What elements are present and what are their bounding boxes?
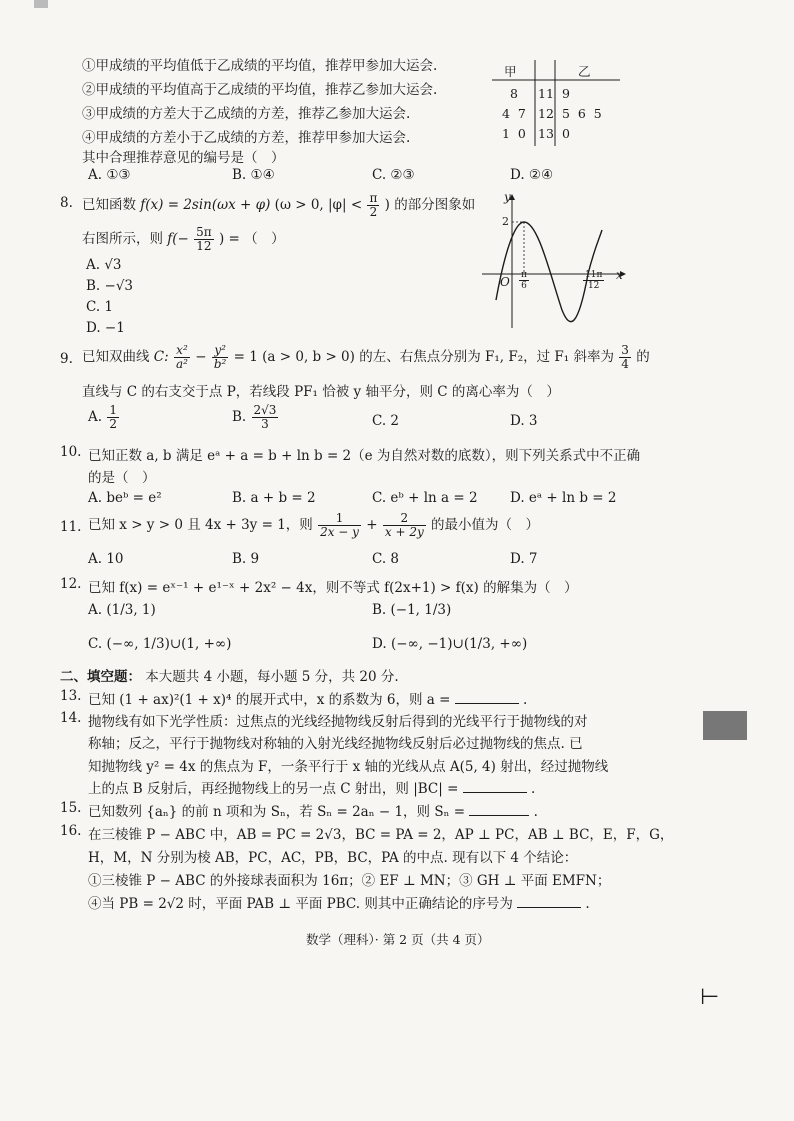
q11-choice-d: D. 7 — [510, 551, 538, 567]
stem-leaf-row1-right: 9 — [562, 86, 570, 101]
q10-choice-d: D. eᵃ + ln b = 2 — [510, 490, 617, 506]
q15-number: 15. — [60, 800, 82, 816]
q8-choice-b: B. −√3 — [86, 278, 134, 294]
q8-cond-fraction — [367, 192, 379, 219]
q8-line2-f: f(− — [167, 231, 189, 247]
q7-statement-2: ②甲成绩的平均值高于乙成绩的平均值，推荐乙参加大运会. — [82, 82, 438, 98]
q9-line1-a: 已知双曲线 — [82, 349, 150, 365]
q11-frac1 — [318, 512, 361, 539]
q16-answer-blank[interactable] — [517, 895, 581, 908]
q8-cond-num: π — [369, 191, 378, 205]
q8-graph-x-tick1-den: 6 — [521, 281, 527, 291]
q8-graph-x-label: x — [616, 268, 623, 282]
q10-line2: 的是（ ） — [88, 470, 156, 486]
q9-minus: − — [195, 349, 207, 365]
stem-leaf-row2-stem: 12 — [538, 106, 554, 121]
q9-choice-a-label: A. — [88, 409, 103, 425]
q12-choice-b-label: B. — [372, 602, 387, 618]
q11-choice-c: C. 8 — [372, 551, 400, 567]
q9-curve: C: — [153, 349, 169, 365]
q7-statement-1: ①甲成绩的平均值低于乙成绩的平均值，推荐甲参加大运会. — [82, 58, 438, 74]
q11-plus: + — [366, 517, 378, 533]
stem-leaf-row3-stem: 13 — [538, 126, 554, 141]
q8-function: f(x) = 2sin(ωx + φ) — [140, 197, 271, 213]
q8-graph-x-tick2 — [582, 270, 605, 291]
q10-line1: 已知正数 a, b 满足 eᵃ + a = b + ln b = 2（e 为自然对数的底数），则下列关系式中不正确 — [88, 448, 641, 464]
q16-number: 16. — [60, 823, 82, 839]
corner-bracket-icon: ⊢ — [700, 985, 720, 1010]
q8-line2-fraction — [194, 226, 214, 253]
q7-statement-4: ④甲成绩的方差小于乙成绩的方差，推荐甲参加大运会. — [82, 130, 411, 146]
q12-choice-d-body: (−∞, −1)∪(1/3, +∞) — [390, 636, 528, 652]
q8-sine-graph — [478, 190, 628, 330]
stem-leaf-plot — [492, 60, 622, 146]
q11-text-b: 的最小值为（ ） — [431, 517, 540, 533]
stem-leaf-row2-right: 5 6 5 — [562, 106, 602, 121]
scan-corner-mark — [34, 0, 48, 8]
q13-end: . — [523, 692, 528, 708]
q7-statement-3: ③甲成绩的方差大于乙成绩的方差，推荐乙参加大运会. — [82, 106, 411, 122]
q9-number: 9. — [60, 351, 73, 367]
q9-frac2-den: b² — [213, 357, 227, 371]
q11-choice-b: B. 9 — [232, 551, 260, 567]
q9-choice-b-label: B. — [232, 409, 247, 425]
stem-leaf-row2-left: 4 7 — [502, 106, 526, 121]
q9-line1-b: = 1 (a > 0, b > 0) 的左、右焦点分别为 F₁, F₂，过 F₁ 斜率为 — [233, 349, 614, 365]
q9-slope-den: 4 — [621, 357, 629, 371]
q9-line1 — [82, 344, 650, 371]
q11-line1 — [88, 512, 539, 539]
q8-line2-den: 12 — [196, 239, 212, 253]
q12-line1: 已知 f(x) = eˣ⁻¹ + e¹⁻ˣ + 2x² − 4x，则不等式 f(2x+1) > f(x) 的解集为（ ） — [88, 580, 578, 596]
q12-choice-a — [88, 602, 156, 618]
q14-number: 14. — [60, 710, 82, 726]
q16-line2: H，M，N 分别为棱 AB，PC，AC，PB，BC，PA 的中点. 现有以下 4 个结论： — [88, 850, 578, 866]
q8-choice-a: A. √3 — [86, 257, 122, 273]
q12-choice-d-label: D. — [372, 636, 387, 652]
q7-choice-a: A. ①③ — [88, 167, 131, 183]
q12-choice-a-body: (1/3, 1) — [106, 602, 156, 618]
q14-line4 — [88, 777, 535, 797]
q13-number: 13. — [60, 688, 82, 704]
q10-choice-c: C. eᵇ + ln a = 2 — [372, 490, 478, 506]
q9-slope — [619, 344, 631, 371]
q8-graph-x-tick1-frac — [519, 270, 529, 291]
q12-number: 12. — [60, 576, 82, 592]
q10-choice-b: B. a + b = 2 — [232, 490, 316, 506]
q13-line — [88, 688, 527, 708]
q9-line1-c: 的 — [636, 349, 650, 365]
q8-cond-a: (ω > 0, |φ| < — [274, 197, 363, 213]
q9-choice-b-den: 3 — [261, 417, 269, 431]
q8-number: 8. — [60, 195, 73, 211]
q11-frac2-num: 2 — [383, 512, 426, 526]
q11-choice-a: A. 10 — [88, 551, 124, 567]
q9-choice-b — [232, 404, 279, 431]
q8-line2-a: 右图所示，则 — [82, 231, 163, 247]
stem-leaf-row3-right: 0 — [562, 126, 570, 141]
q8-text-a: 已知函数 — [82, 197, 136, 213]
section2-title: 二、填空题： — [60, 669, 141, 685]
q9-frac2 — [212, 344, 229, 371]
q14-line1: 抛物线有如下光学性质：过焦点的光线经抛物线反射后得到的光线平行于抛物线的对 — [88, 714, 588, 730]
q11-frac1-den: 2x − y — [320, 525, 359, 539]
scan-gray-tab — [703, 711, 747, 740]
q8-line2-b: ) = （ ） — [219, 231, 285, 247]
q12-choice-b — [372, 602, 451, 618]
stem-leaf-header-right: 乙 — [578, 64, 591, 79]
q8-cond-den: 2 — [369, 205, 378, 219]
q7-prompt: 其中合理推荐意见的编号是（ ） — [82, 150, 285, 166]
q16-line4 — [88, 892, 590, 912]
q8-graph-x-tick1-num: π — [521, 270, 527, 280]
stem-leaf-row1-stem: 11 — [538, 86, 554, 101]
q9-choice-a — [88, 404, 120, 431]
stem-leaf-row1-left: 8 — [510, 86, 518, 101]
q15-answer-blank[interactable] — [469, 803, 529, 816]
q12-choice-c-body: (−∞, 1/3)∪(1, +∞) — [106, 636, 232, 652]
q14-line3: 知抛物线 y² = 4x 的焦点为 F，一条平行于 x 轴的光线从点 A(5, 4) 射出，经过抛物线 — [88, 759, 609, 775]
stem-leaf-header-left: 甲 — [504, 64, 517, 79]
q16-line3: ①三棱锥 P − ABC 的外接球表面积为 16π；② EF ⊥ MN；③ GH ⊥ 平面 EMFN； — [88, 873, 611, 889]
q8-graph-origin: O — [500, 275, 510, 289]
q16-line1: 在三棱锥 P − ABC 中，AB = PC = 2√3，BC = PA = 2，AP ⊥ PC，AB ⊥ BC，E，F，G， — [88, 827, 674, 843]
q11-number: 11. — [60, 519, 82, 535]
q8-graph-y-tick: 2 — [502, 215, 509, 228]
section2-desc: 本大题共 4 小题，每小题 5 分，共 20 分. — [145, 669, 399, 685]
q9-frac1 — [174, 344, 190, 371]
q9-choice-a-num: 1 — [109, 403, 117, 417]
q8-line2 — [82, 226, 285, 253]
q9-choice-d: D. 3 — [510, 413, 538, 429]
q15-text: 已知数列 {aₙ} 的前 n 项和为 Sₙ，若 Sₙ = 2aₙ − 1，则 Sₙ = — [88, 804, 466, 820]
q8-graph-x-tick2-frac — [583, 270, 604, 291]
q9-slope-num: 3 — [621, 343, 629, 357]
q7-choice-d: D. ②④ — [510, 167, 554, 183]
q14-line2: 称轴；反之，平行于抛物线对称轴的入射光线经抛物线反射后必过抛物线的焦点. 已 — [88, 736, 583, 752]
q9-choice-b-frac — [252, 404, 279, 431]
q9-choice-c: C. 2 — [372, 413, 400, 429]
page-footer: 数学（理科）· 第 2 页（共 4 页） — [306, 932, 490, 947]
q14-answer-blank[interactable] — [463, 780, 527, 793]
q8-graph-x-tick2-num: 11π — [585, 270, 603, 280]
q11-text-a: 已知 x > y > 0 且 4x + 3y = 1，则 — [88, 517, 313, 533]
q12-choice-b-body: (−1, 1/3) — [390, 602, 452, 618]
q16-line4-text: ④当 PB = 2√2 时，平面 PAB ⊥ 平面 PBC. 则其中正确结论的序号为 — [88, 896, 513, 912]
section2-heading — [60, 665, 399, 685]
q12-choice-d — [372, 636, 527, 652]
q14-line4-text: 上的点 B 反射后，再经抛物线上的另一点 C 射出，则 |BC| = — [88, 781, 459, 797]
q9-line2: 直线与 C 的右支交于点 P，若线段 PF₁ 恰被 y 轴平分，则 C 的离心率为（ ） — [82, 384, 560, 400]
q8-graph-svg — [478, 190, 628, 330]
q9-frac1-den: a² — [175, 357, 188, 371]
q11-frac2-den: x + 2y — [384, 525, 424, 539]
q9-frac1-num: x² — [174, 344, 190, 358]
stem-leaf-row3-left: 1 0 — [502, 126, 526, 141]
q8-choice-d: D. −1 — [86, 320, 125, 336]
q8-line2-num: 5π — [196, 225, 212, 239]
q8-line1 — [82, 192, 475, 219]
q8-graph-x-tick2-den: 12 — [587, 281, 600, 291]
q15-end: . — [533, 804, 538, 820]
q8-choice-c: C. 1 — [86, 299, 114, 315]
q8-text-b: ) 的部分图象如 — [384, 197, 476, 213]
q11-frac1-num: 1 — [318, 512, 361, 526]
q8-graph-x-tick1 — [518, 270, 530, 291]
q7-choice-b: B. ①④ — [232, 167, 275, 183]
q9-choice-a-den: 2 — [109, 417, 117, 431]
q12-choice-c-label: C. — [88, 636, 103, 652]
q9-choice-b-num: 2√3 — [253, 403, 277, 417]
q16-end: . — [585, 896, 590, 912]
q9-frac2-num: y² — [212, 344, 229, 358]
q14-end: . — [531, 781, 536, 797]
q7-choice-c: C. ②③ — [372, 167, 415, 183]
q9-choice-a-frac — [107, 404, 119, 431]
q10-number: 10. — [60, 444, 82, 460]
q13-answer-blank[interactable] — [455, 691, 519, 704]
q8-graph-y-label: y — [504, 190, 511, 204]
q12-choice-c — [88, 636, 231, 652]
q10-choice-a: A. beᵇ = e² — [88, 490, 162, 506]
q12-choice-a-label: A. — [88, 602, 103, 618]
q15-line — [88, 800, 538, 820]
q11-frac2 — [383, 512, 426, 539]
q13-text: 已知 (1 + ax)²(1 + x)⁴ 的展开式中，x 的系数为 6，则 a = — [88, 692, 451, 708]
